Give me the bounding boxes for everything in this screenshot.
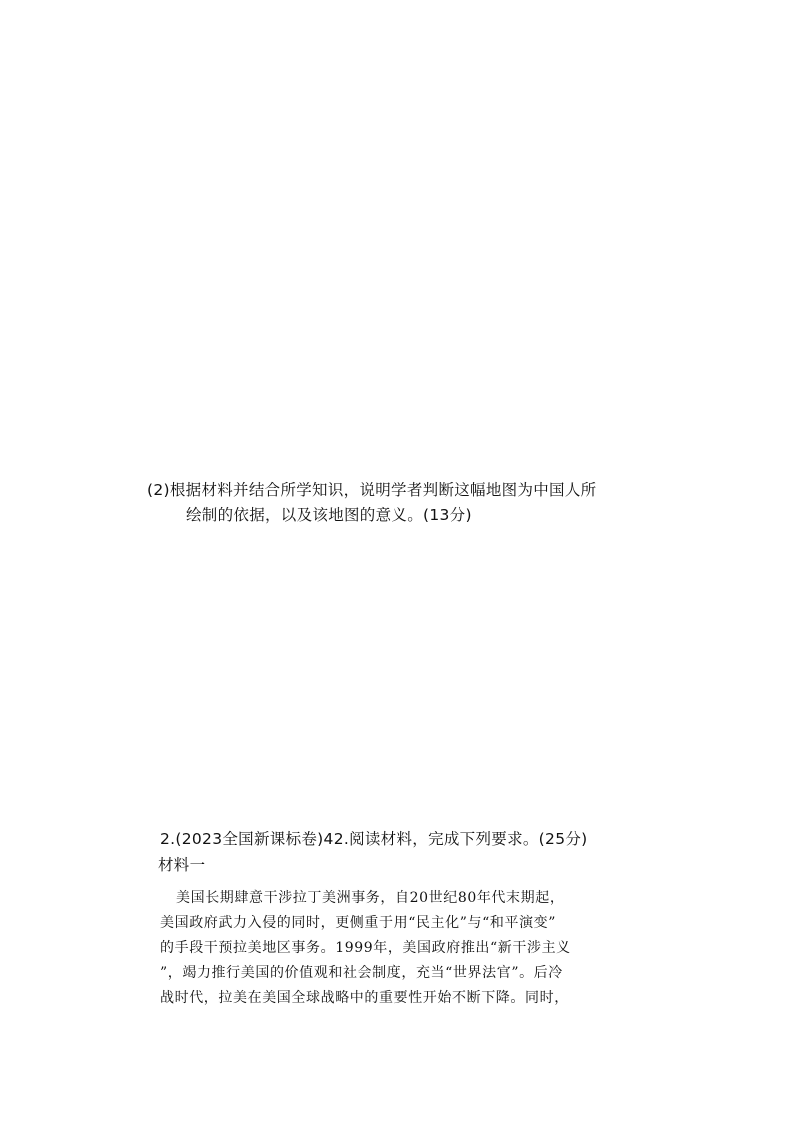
material-line: 美国长期肆意干涉拉丁美洲事务，自20世纪80年代末期起，	[176, 890, 565, 906]
material-line: ”，竭力推行美国的价值观和社会制度，充当“世界法官”。后冷	[160, 965, 563, 981]
question-header: 2.(2023全国新课标卷)42.阅读材料，完成下列要求。(25分)	[160, 830, 588, 848]
material-line: 美国政府武力入侵的同时，更侧重于用“民主化”与“和平演变”	[160, 915, 557, 931]
question-part-2-line-1: (2)根据材料并结合所学知识，说明学者判断这幅地图为中国人所	[147, 481, 597, 499]
question-part-2-line-2: 绘制的依据，以及该地图的意义。(13分)	[186, 506, 472, 524]
material-line: 的手段干预拉美地区事务。1999年，美国政府推出“新干涉主义	[160, 940, 571, 956]
material-line: 战时代，拉美在美国全球战略中的重要性开始不断下降。同时，	[160, 990, 569, 1006]
material-label: 材料一	[158, 856, 206, 874]
